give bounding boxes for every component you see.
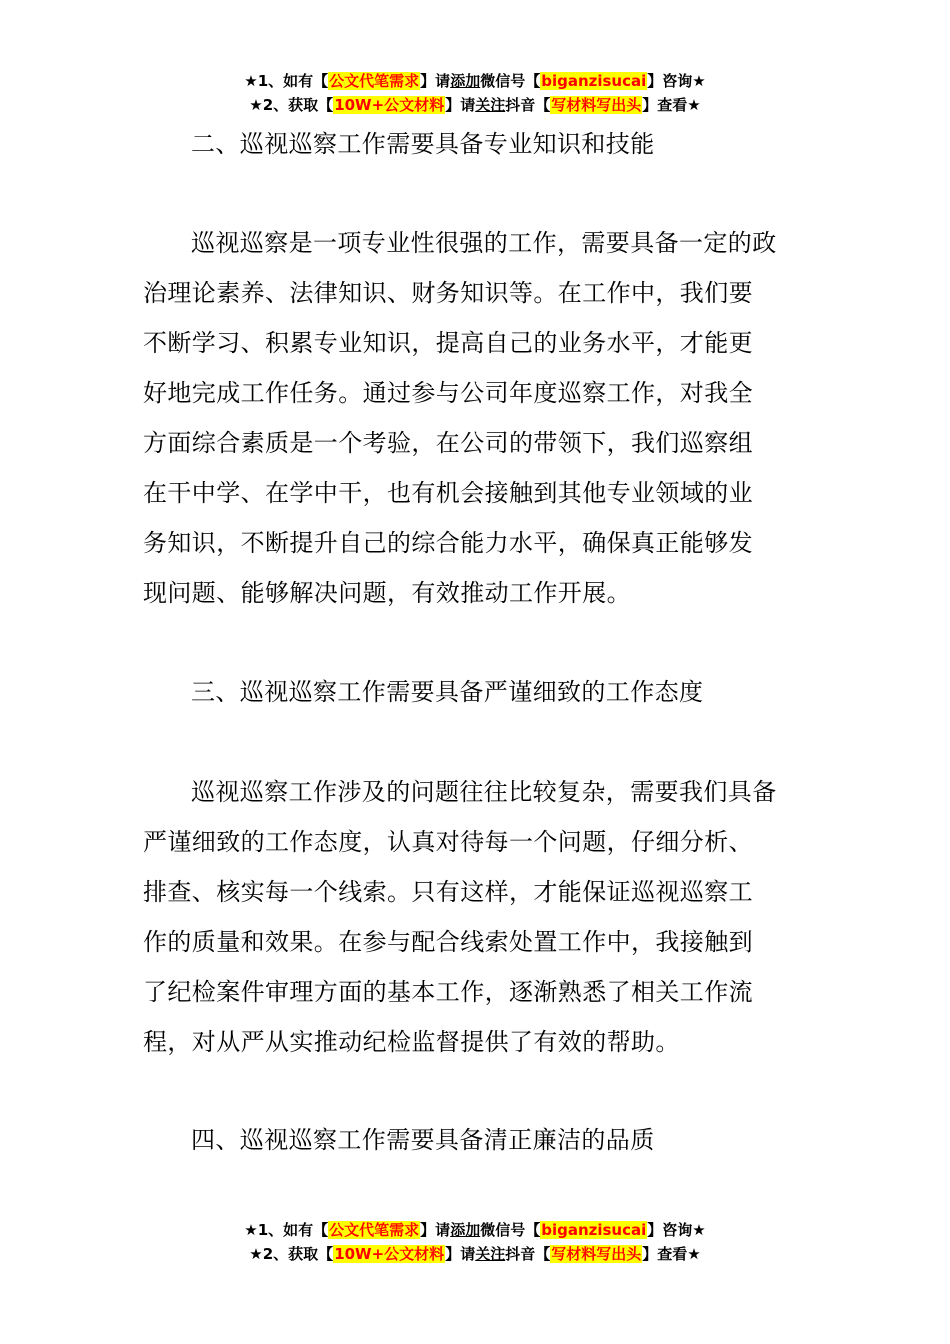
- section-heading-4: 四、巡视巡察工作需要具备清正廉洁的品质: [191, 1126, 655, 1154]
- banner-text: 】咨询★: [647, 72, 706, 90]
- paragraph-line: 治理论素养、法律知识、财务知识等。在工作中，我们要: [143, 279, 753, 307]
- paragraph-line: 现问题、能够解决问题，有效推动工作开展。: [143, 579, 631, 607]
- banner-text: 抖音【: [505, 96, 551, 114]
- banner-text: 微信号【: [480, 1221, 541, 1239]
- banner-line-2: [0, 1242, 950, 1266]
- banner-highlight: 10W+公文材料: [334, 96, 445, 114]
- banner-douyin-id: 写材料写出头: [551, 96, 642, 114]
- footer-banner: [0, 1218, 950, 1266]
- banner-line-2: [0, 93, 950, 117]
- paragraph-line: 巡视巡察是一项专业性很强的工作，需要具备一定的政: [191, 229, 777, 257]
- paragraph-line: 作的质量和效果。在参与配合线索处置工作中，我接触到: [143, 928, 753, 956]
- paragraph-3: [143, 767, 807, 1067]
- banner-highlight: 公文代笔需求: [329, 72, 420, 90]
- banner-text: ★2、获取【: [249, 96, 334, 114]
- section-heading-3: 三、巡视巡察工作需要具备严谨细致的工作态度: [191, 678, 704, 706]
- paragraph-line: 严谨细致的工作态度，认真对待每一个问题，仔细分析、: [143, 828, 753, 856]
- banner-highlight: 公文代笔需求: [329, 1221, 420, 1239]
- banner-underlined: 添加: [450, 1221, 481, 1239]
- banner-text: 】请: [420, 72, 451, 90]
- banner-underlined: 添加: [450, 72, 481, 90]
- paragraph-line: 在干中学、在学中干，也有机会接触到其他专业领域的业: [143, 479, 753, 507]
- paragraph-line: 不断学习、积累专业知识，提高自己的业务水平，才能更: [143, 329, 753, 357]
- banner-text: 抖音【: [505, 1245, 551, 1263]
- banner-highlight: 10W+公文材料: [334, 1245, 445, 1263]
- banner-wechat-id: biganzisucai: [541, 72, 647, 90]
- banner-text: 微信号【: [480, 72, 541, 90]
- banner-underlined: 关注: [475, 1245, 506, 1263]
- banner-text: 】咨询★: [647, 1221, 706, 1239]
- banner-underlined: 关注: [475, 96, 506, 114]
- banner-text: ★1、如有【: [244, 1221, 329, 1239]
- section-heading-2: 二、巡视巡察工作需要具备专业知识和技能: [191, 130, 655, 158]
- banner-wechat-id: biganzisucai: [541, 1221, 647, 1239]
- banner-text: ★1、如有【: [244, 72, 329, 90]
- banner-text: 】查看★: [642, 96, 701, 114]
- paragraph-line: 巡视巡察工作涉及的问题往往比较复杂，需要我们具备: [191, 778, 777, 806]
- banner-text: 】请: [420, 1221, 451, 1239]
- paragraph-2: [143, 218, 807, 618]
- banner-text: 】请: [445, 1245, 476, 1263]
- paragraph-line: 好地完成工作任务。通过参与公司年度巡察工作，对我全: [143, 379, 753, 407]
- paragraph-line: 务知识，不断提升自己的综合能力水平，确保真正能够发: [143, 529, 753, 557]
- banner-douyin-id: 写材料写出头: [551, 1245, 642, 1263]
- paragraph-line: 排查、核实每一个线索。只有这样，才能保证巡视巡察工: [143, 878, 753, 906]
- paragraph-line: 方面综合素质是一个考验，在公司的带领下，我们巡察组: [143, 429, 753, 457]
- banner-text: 】请: [445, 96, 476, 114]
- paragraph-line: 程，对从严从实推动纪检监督提供了有效的帮助。: [143, 1028, 680, 1056]
- paragraph-line: 了纪检案件审理方面的基本工作，逐渐熟悉了相关工作流: [143, 978, 753, 1006]
- banner-line-1: [0, 69, 950, 93]
- banner-line-1: [0, 1218, 950, 1242]
- header-banner: [0, 69, 950, 117]
- banner-text: 】查看★: [642, 1245, 701, 1263]
- banner-text: ★2、获取【: [249, 1245, 334, 1263]
